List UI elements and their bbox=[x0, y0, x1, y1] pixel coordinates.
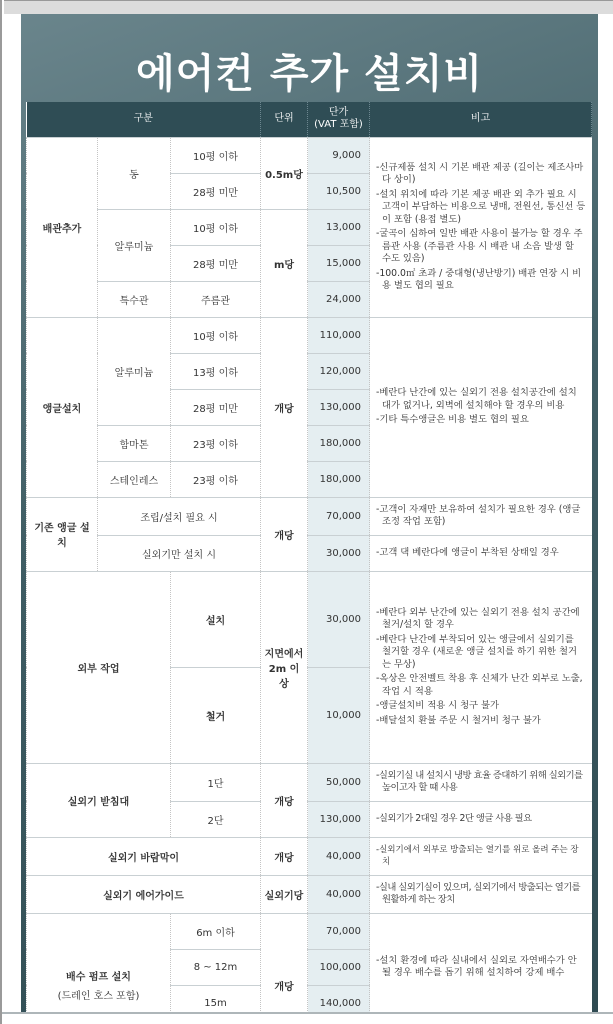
note-item: -실외기에서 외부로 방출되는 열기를 위로 올려 주는 장치 bbox=[376, 844, 579, 867]
table-row bbox=[27, 913, 592, 949]
note-item: -고객이 자재만 보유하여 설치가 필요한 경우 (앵글 조정 작업 포함) bbox=[376, 503, 581, 527]
note-item: -실내 실외기실이 있으며, 실외기에서 방출되는 열기를 원활하게 하는 장치 bbox=[376, 881, 581, 905]
unit: m당 bbox=[261, 209, 308, 317]
price: 140,000 bbox=[308, 985, 370, 1013]
price: 10,500 bbox=[308, 173, 370, 209]
note-item: -베란다 외부 난간에 있는 실외기 전용 설치 공간에 철거/설치 할 경우 bbox=[376, 606, 580, 631]
note bbox=[370, 317, 592, 497]
unit: 0.5m당 bbox=[261, 137, 308, 209]
section-drain-pump bbox=[27, 913, 171, 1013]
note-item: -고객 댁 베란다에 앵글이 부착된 상태일 경우 bbox=[376, 546, 559, 558]
header-price: 단가 (VAT 포함) bbox=[308, 102, 370, 137]
size: 10평 이하 bbox=[171, 137, 261, 173]
price: 110,000 bbox=[308, 317, 370, 353]
unit: 개당 bbox=[261, 837, 308, 875]
header-category: 구분 bbox=[27, 102, 261, 137]
table-row bbox=[27, 875, 592, 913]
size: 13평 이하 bbox=[171, 353, 261, 389]
material: 동 bbox=[98, 137, 171, 209]
section-stand: 실외기 받침대 bbox=[27, 763, 171, 837]
price: 70,000 bbox=[308, 497, 370, 535]
material: 스테인레스 bbox=[98, 461, 171, 497]
price: 15,000 bbox=[308, 245, 370, 281]
note-item: -굴곡이 심하여 일반 배관 사용이 불가능 할 경우 주름관 사용 (주름관 사용 시 배관 내 소음 발생 할 수도 있음) bbox=[376, 228, 583, 264]
type: 설치 bbox=[171, 571, 261, 667]
table-row bbox=[27, 763, 592, 801]
price: 70,000 bbox=[308, 913, 370, 949]
table-row bbox=[27, 137, 592, 173]
price: 180,000 bbox=[308, 461, 370, 497]
top-band bbox=[4, 0, 613, 14]
note bbox=[370, 763, 592, 801]
size: 10평 이하 bbox=[171, 317, 261, 353]
table-row bbox=[27, 535, 592, 571]
note-item: -설치 환경에 따라 실내에서 실외로 자연배수가 안 될 경우 배수를 돕기 위해 설치하여 강제 배수 bbox=[376, 954, 577, 978]
section-angle: 앵글설치 bbox=[27, 317, 98, 497]
note bbox=[370, 137, 592, 317]
unit: 개당 bbox=[261, 317, 308, 497]
note bbox=[370, 837, 592, 875]
table-row bbox=[27, 317, 592, 353]
size: 주름관 bbox=[171, 281, 261, 317]
note bbox=[370, 535, 592, 571]
price: 30,000 bbox=[308, 571, 370, 667]
section-windshield: 실외기 바람막이 bbox=[27, 837, 261, 875]
install-fee-table bbox=[26, 102, 592, 1013]
note bbox=[370, 497, 592, 535]
type: 2단 bbox=[171, 801, 261, 837]
type: 조립/설치 필요 시 bbox=[98, 497, 261, 535]
unit: 개당 bbox=[261, 763, 308, 837]
type: 실외기만 설치 시 bbox=[98, 535, 261, 571]
note-item: -100.0㎡ 초과 / 중대형(냉난방기) 배관 연장 시 비용 별도 협의 필요 bbox=[376, 267, 582, 291]
note-item: -기타 특수앵글은 비용 별도 협의 필요 bbox=[376, 414, 529, 426]
price: 180,000 bbox=[308, 425, 370, 461]
drain-pump-label: 배수 펌프 설치 bbox=[66, 972, 131, 984]
note-item: -베란다 난간에 부착되어 있는 앵글에서 실외기를 철거할 경우 (새로운 앵글 설치를 하기 위한 철거는 무상) bbox=[376, 633, 577, 670]
price: 40,000 bbox=[308, 875, 370, 913]
unit: 개당 bbox=[261, 913, 308, 1013]
price: 30,000 bbox=[308, 535, 370, 571]
section-existing-angle: 기존 앵글 설치 bbox=[27, 497, 98, 571]
section-airguide: 실외기 에어가이드 bbox=[27, 875, 261, 913]
note bbox=[370, 571, 592, 763]
note bbox=[370, 913, 592, 1013]
price: 40,000 bbox=[308, 837, 370, 875]
size: 23평 이하 bbox=[171, 425, 261, 461]
material: 알루미늄 bbox=[98, 209, 171, 281]
price-sheet bbox=[21, 14, 598, 1013]
drain-pump-sublabel: (드레인 호스 포함) bbox=[57, 991, 140, 1003]
price: 130,000 bbox=[308, 801, 370, 837]
page-title: 에어컨 추가 설치비 bbox=[136, 51, 483, 97]
note-item: -옥상은 안전벨트 착용 후 신체가 난간 외부로 노출, 작업 시 적용 bbox=[376, 673, 583, 697]
divider bbox=[2, 1012, 613, 1014]
unit: 실외기당 bbox=[261, 875, 308, 913]
table-row bbox=[27, 837, 592, 875]
note-item: -설치 위치에 따라 기본 제공 배관 외 추가 필요 시 고객이 부담하는 비용으로 냉매, 전원선, 통신선 등이 포함 (용접 별도) bbox=[376, 188, 586, 225]
section-piping: 배관추가 bbox=[27, 137, 98, 317]
type: 1단 bbox=[171, 763, 261, 801]
header-note: 비고 bbox=[370, 102, 592, 137]
note-item: -실외기가 2대일 경우 2단 앵글 사용 필요 bbox=[376, 812, 532, 824]
price: 10,000 bbox=[308, 667, 370, 763]
table-row bbox=[27, 497, 592, 535]
unit: 개당 bbox=[261, 497, 308, 571]
price: 9,000 bbox=[308, 137, 370, 173]
note bbox=[370, 875, 592, 913]
note-item: -실외기실 내 설치시 냉방 효율 증대하기 위해 실외기를 높이고자 할 때 사용 bbox=[376, 769, 583, 793]
type: 6m 이하 bbox=[171, 913, 261, 949]
price: 24,000 bbox=[308, 281, 370, 317]
price: 130,000 bbox=[308, 389, 370, 425]
note-item: -신규제품 설치 시 기본 배관 제공 (길이는 제조사마다 상이) bbox=[376, 161, 584, 185]
table-row bbox=[27, 571, 592, 667]
type: 15m bbox=[171, 985, 261, 1013]
size: 10평 이하 bbox=[171, 209, 261, 245]
material: 특수관 bbox=[98, 281, 171, 317]
size: 28평 미만 bbox=[171, 173, 261, 209]
price: 120,000 bbox=[308, 353, 370, 389]
note bbox=[370, 801, 592, 837]
price: 100,000 bbox=[308, 949, 370, 985]
size: 28평 미만 bbox=[171, 245, 261, 281]
type: 철거 bbox=[171, 667, 261, 763]
type: 8 ~ 12m bbox=[171, 949, 261, 985]
size: 23평 이하 bbox=[171, 461, 261, 497]
note-item: -배달설치 환불 주문 시 철거비 청구 불가 bbox=[376, 714, 541, 726]
size: 28평 미만 bbox=[171, 389, 261, 425]
price: 50,000 bbox=[308, 763, 370, 801]
note-item: -앵글설치비 적용 시 청구 불가 bbox=[376, 700, 499, 712]
header-unit: 단위 bbox=[261, 102, 308, 137]
price: 13,000 bbox=[308, 209, 370, 245]
material: 함마톤 bbox=[98, 425, 171, 461]
section-outdoor-work: 외부 작업 bbox=[27, 571, 171, 763]
table-header bbox=[27, 102, 592, 137]
unit: 지면에서 2m 이상 bbox=[261, 571, 308, 763]
note-item: -베란다 난간에 있는 실외기 전용 설치공간에 설치대가 없거나, 외벽에 설치해야 할 경우의 비용 bbox=[376, 387, 577, 411]
material: 알루미늄 bbox=[98, 317, 171, 425]
